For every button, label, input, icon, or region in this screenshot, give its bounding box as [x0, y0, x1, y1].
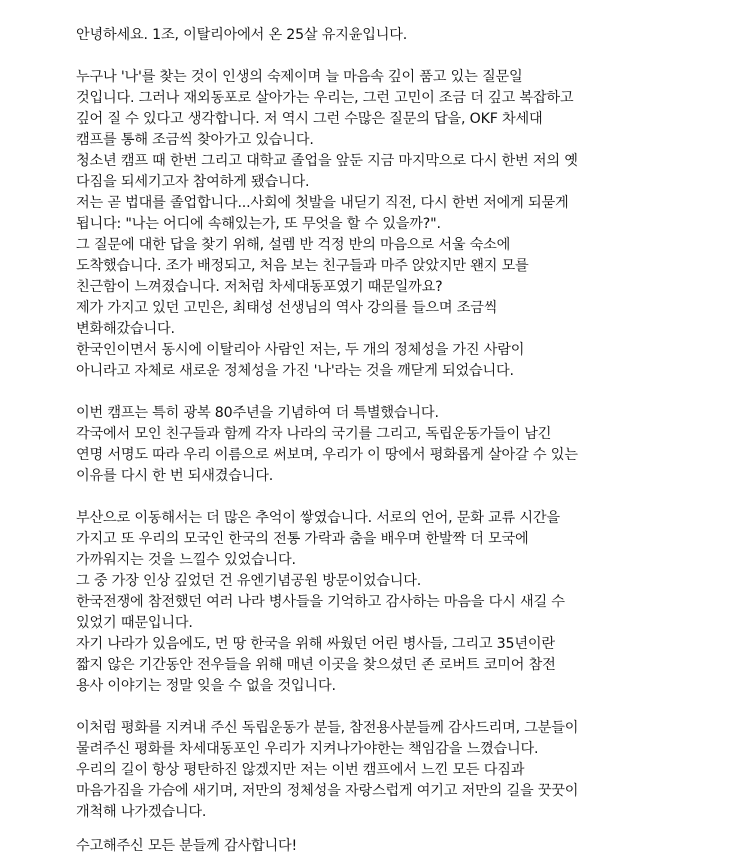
paragraph-3-line: 한국전쟁에 참전했던 여러 나라 병사들을 기억하고 감사하는 마음을 다시 새길 수	[76, 594, 565, 610]
paragraph-3-line: 용사 이야기는 정말 잊을 수 없을 것입니다.	[76, 678, 336, 694]
paragraph-1-line: 그 질문에 대한 답을 찾기 위해, 설렘 반 걱정 반의 마음으로 서울 숙소에	[76, 237, 511, 253]
paragraph-1-line: 저는 곧 법대를 졸업합니다...사회에 첫발을 내딛기 직전, 다시 한번 저에게 되묻게	[76, 195, 569, 211]
paragraph-4-line: 개척해 나가겠습니다.	[76, 804, 207, 820]
paragraph-3-line: 가까워지는 것을 느낄수 있었습니다.	[76, 552, 296, 568]
paragraph-1-line: 도착했습니다. 조가 배정되고, 처음 보는 친구들과 마주 앉았지만 왠지 모를	[76, 258, 529, 274]
paragraph-1-line: 됩니다: "나는 어디에 속해있는가, 또 무엇을 할 수 있을까?".	[76, 216, 441, 232]
paragraph-2-line: 이유를 다시 한 번 되새겼습니다.	[76, 468, 274, 484]
paragraph-4-line: 마음가짐을 가슴에 새기며, 저만의 정체성을 자랑스럽게 여기고 저만의 길을 꿋꿋이	[76, 783, 579, 799]
paragraph-2-line: 각국에서 모인 친구들과 함께 각자 나라의 국기를 그리고, 독립운동가들이 남긴	[76, 426, 552, 442]
paragraph-1-line: 누구나 '나'를 찾는 것이 인생의 숙제이며 늘 마음속 깊이 품고 있는 질문일	[76, 69, 523, 85]
paragraph-1-line: 캠프를 통해 조금씩 찾아가고 있습니다.	[76, 132, 314, 148]
paragraph-1-line: 한국인이면서 동시에 이탈리아 사람인 저는, 두 개의 정체성을 가진 사람이	[76, 342, 525, 358]
paragraph-4-line: 이처럼 평화를 지켜내 주신 독립운동가 분들, 참전용사분들께 감사드리며, 그분들이	[76, 720, 579, 736]
paragraph-4-line: 물려주신 평화를 차세대동포인 우리가 지켜나가야한는 책임감을 느꼈습니다.	[76, 741, 539, 757]
paragraph-2-line: 이번 캠프는 특히 광복 80주년을 기념하여 더 특별했습니다.	[76, 405, 439, 421]
paragraph-1-line: 다짐을 되세기고자 참여하게 됐습니다.	[76, 174, 310, 190]
paragraph-3-line: 가지고 또 우리의 모국인 한국의 전통 가락과 춤을 배우며 한발짝 더 모국에	[76, 531, 529, 547]
paragraph-2-line: 연명 서명도 따라 우리 이름으로 써보며, 우리가 이 땅에서 평화롭게 살아갈 수 있는	[76, 447, 578, 463]
paragraph-1-line: 친근함이 느껴졌습니다. 저처럼 차세대동포였기 때문일까요?	[76, 279, 443, 295]
paragraph-4-line: 우리의 길이 항상 평탄하진 않겠지만 저는 이번 캠프에서 느낀 모든 다짐과	[76, 762, 525, 778]
paragraph-3-line: 부산으로 이동해서는 더 많은 추억이 쌓였습니다. 서로의 언어, 문화 교류 시간을	[76, 510, 560, 526]
paragraph-1-line: 아니라고 자체로 새로운 정체성을 가진 '나'라는 것을 깨닫게 되었습니다.	[76, 363, 514, 379]
paragraph-1-line: 깊어 질 수 있다고 생각합니다. 저 역시 그런 수많은 질문의 답을, OKF 차세대	[76, 111, 543, 127]
paragraph-1-line: 청소년 캠프 때 한번 그리고 대학교 졸업을 앞둔 지금 마지막으로 다시 한번 저의 옛	[76, 153, 578, 169]
greeting-line: 안녕하세요. 1조, 이탈리아에서 온 25살 유지윤입니다.	[76, 27, 408, 43]
paragraph-3-line: 그 중 가장 인상 깊었던 건 유엔기념공원 방문이었습니다.	[76, 573, 422, 589]
paragraph-3-line: 있었기 때문입니다.	[76, 615, 193, 631]
paragraph-1-line: 변화해갔습니다.	[76, 321, 175, 337]
paragraph-3-line: 자기 나라가 있음에도, 먼 땅 한국을 위해 싸웠던 어린 병사들, 그리고 35년이란	[76, 636, 555, 652]
paragraph-1-line: 것입니다. 그러나 재외동포로 살아가는 우리는, 그런 고민이 조금 더 깊고 복잡하고	[76, 90, 574, 106]
paragraph-1-line: 제가 가지고 있던 고민은, 최태성 선생님의 역사 강의를 들으며 조금씩	[76, 300, 498, 316]
paragraph-3-line: 짧지 않은 기간동안 전우들을 위해 매년 이곳을 찾으셨던 존 로버트 코미어 참전	[76, 657, 556, 673]
closing-line: 수고해주신 모든 분들께 감사합니다!	[76, 838, 297, 854]
